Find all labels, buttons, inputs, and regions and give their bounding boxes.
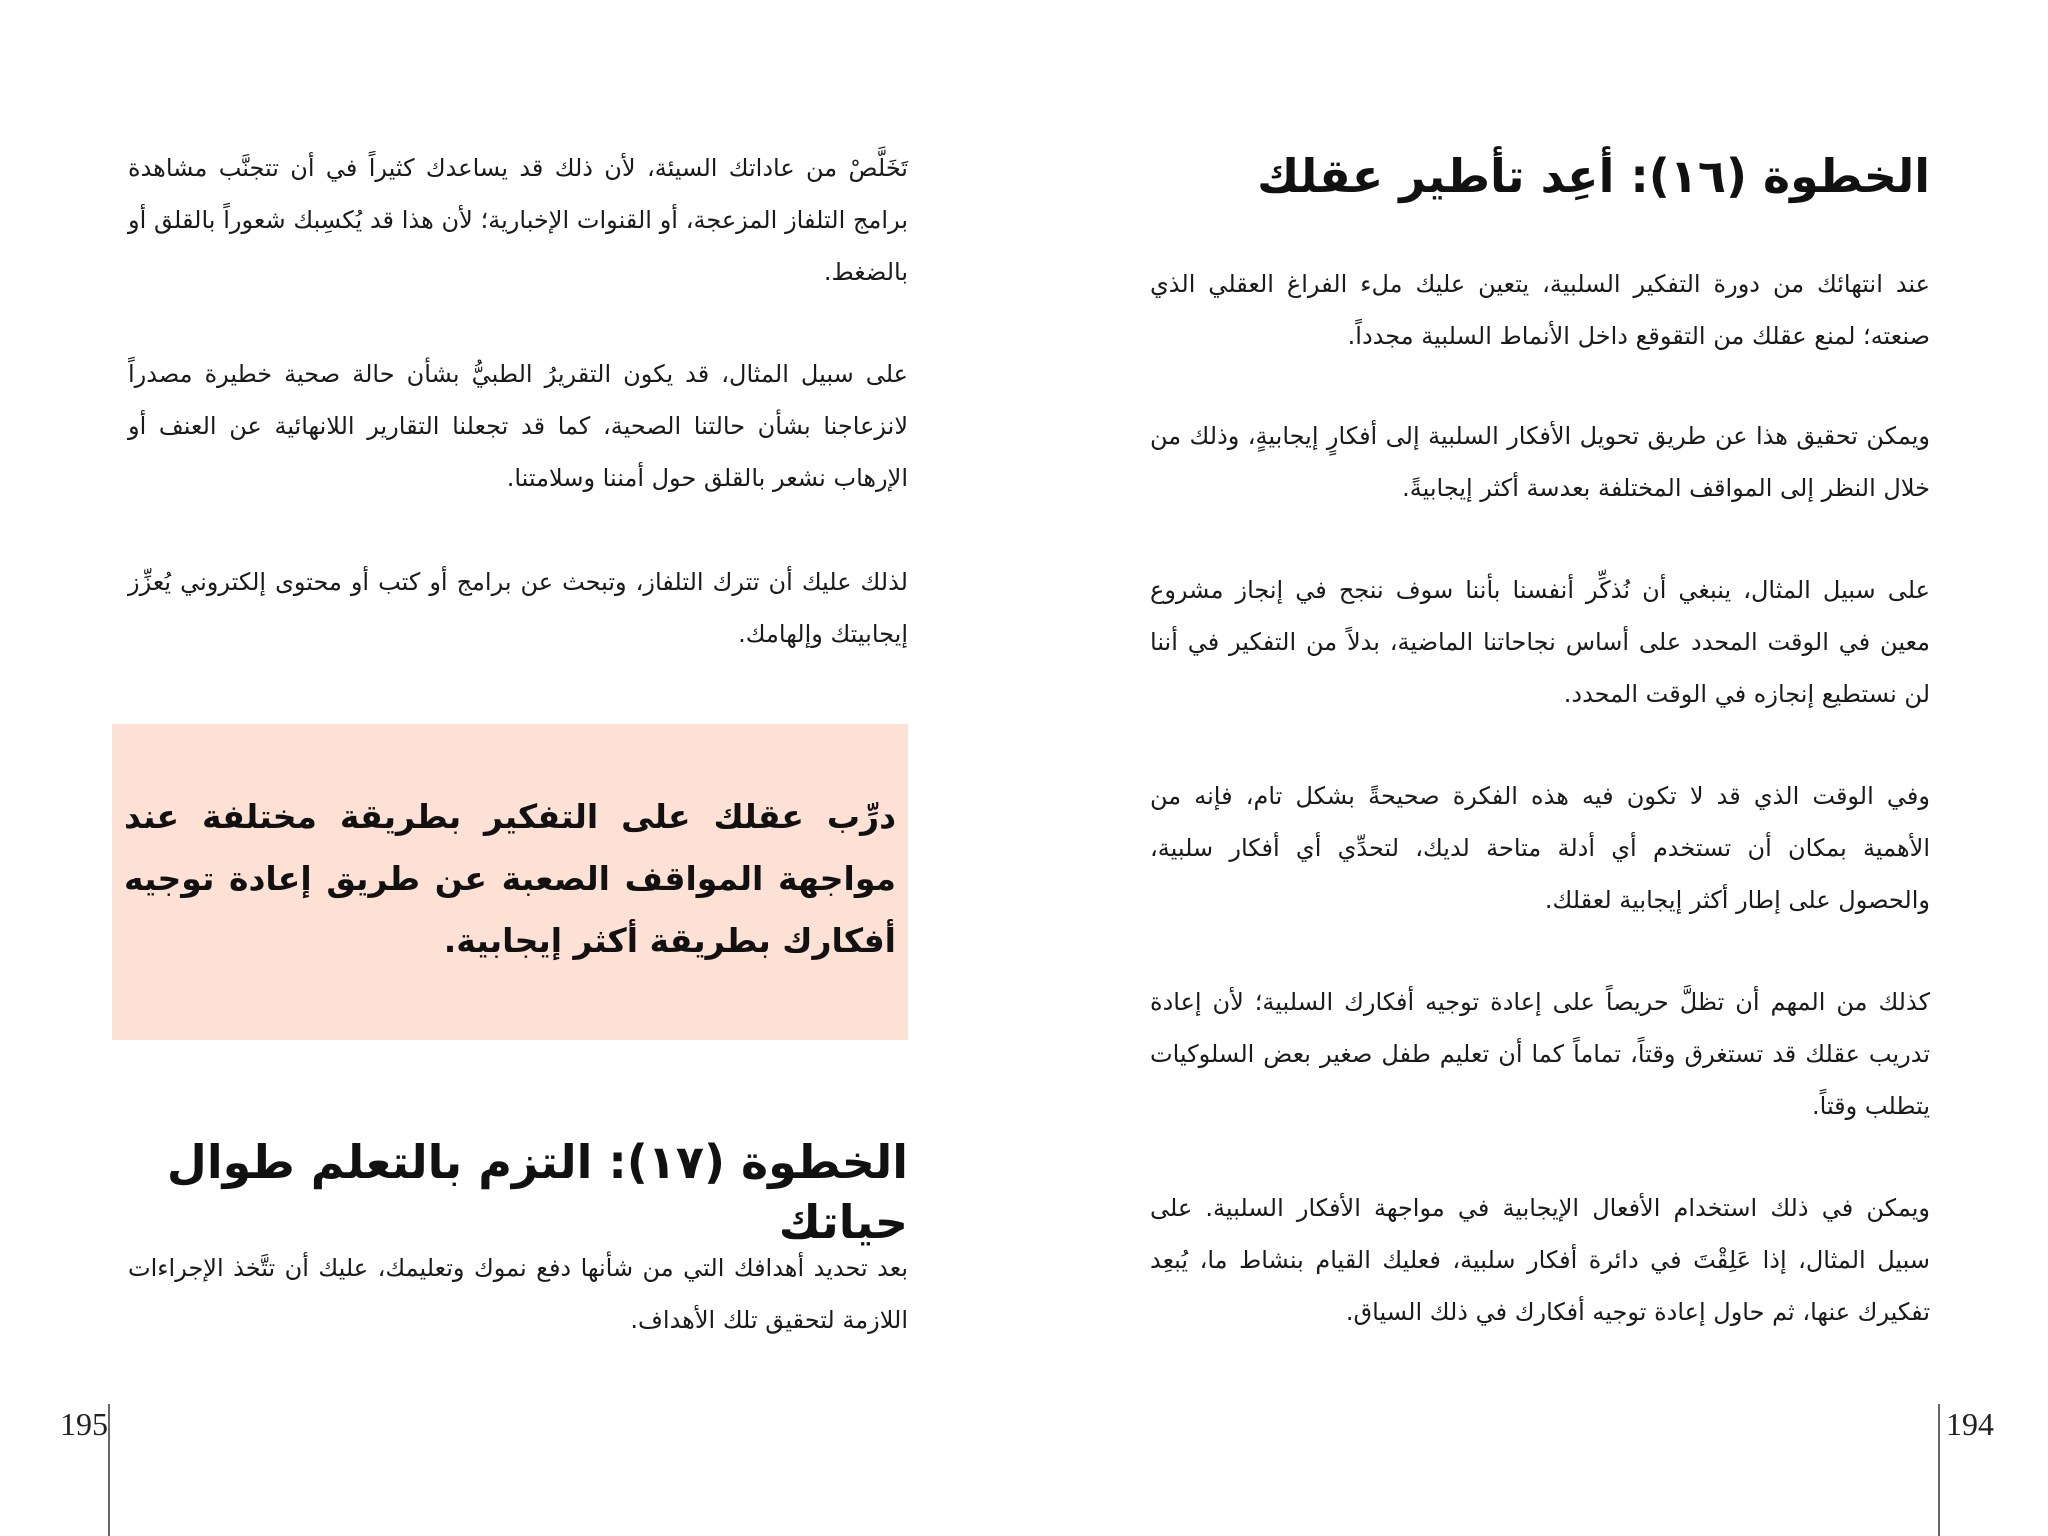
right-margin-rule [1938,1404,1940,1536]
right-paragraph-5: كذلك من المهم أن تظلَّ حريصاً على إعادة توجيه أفكارك السلبية؛ لأن إعادة تدريب عقلك قد تستغرق وقتاً، تماماً كما أن تعليم طفل صغير بعض السلوكيات يتطلب وقتاً. [1150,988,1930,1120]
left-closing-paragraph: بعد تحديد أهدافك التي من شأنها دفع نموك وتعليمك، عليك أن تتَّخذ الإجراءات اللازمة لتحقيق تلك الأهداف. [128,1254,908,1334]
left-paragraph-3: لذلك عليك أن تترك التلفاز، وتبحث عن برامج أو كتب أو محتوى إلكتروني يُعزِّز إيجابيتك وإلهامك. [128,568,908,648]
right-paragraph-6: ويمكن في ذلك استخدام الأفعال الإيجابية في مواجهة الأفكار السلبية. على سبيل المثال، إذا عَلِقْتَ في دائرة أفكار سلبية، فعليك القيام بنشاط ما، يُبعِد تفكيرك عنها، ثم حاول إعادة توجيه أفكارك في ذلك السياق. [1150,1194,1930,1326]
right-page [1150,0,1930,1536]
right-paragraph-2: ويمكن تحقيق هذا عن طريق تحويل الأفكار السلبية إلى أفكارٍ إيجابيةٍ، وذلك من خلال النظر إلى المواقف المختلفة بعدسة أكثر إيجابيةً. [1150,422,1930,502]
left-paragraph-2: على سبيل المثال، قد يكون التقريرُ الطبيُّ بشأن حالة صحية خطيرة مصدراً لانزعاجنا بشأن حالتنا الصحية، كما قد تجعلنا التقارير اللانهائية عن العنف أو الإرهاب نشعر بالقلق حول أمننا وسلامتنا. [128,360,908,492]
right-paragraph-4: وفي الوقت الذي قد لا تكون فيه هذه الفكرة صحيحةً بشكل تام، فإنه من الأهمية بمكان أن تستخدم أي أدلة متاحة لديك، لتحدِّي أي أفكار سلبية، والحصول على إطار أكثر إيجابية لعقلك. [1150,782,1930,914]
right-paragraph-1: عند انتهائك من دورة التفكير السلبية، يتعين عليك ملء الفراغ العقلي الذي صنعته؛ لمنع عقلك من التقوقع داخل الأنماط السلبية مجدداً. [1150,270,1930,350]
left-margin-rule [108,1404,110,1536]
right-paragraph-3: على سبيل المثال، ينبغي أن نُذكِّر أنفسنا بأننا سوف ننجح في إنجاز مشروع معين في الوقت المحدد على أساس نجاحاتنا الماضية، بدلاً من التفكير في أننا لن نستطيع إنجازه في الوقت المحدد. [1150,576,1930,708]
step-16-heading: الخطوة (١٦): أعِد تأطير عقلك [1257,149,1930,203]
callout-text: درِّب عقلك على التفكير بطريقة مختلفة عند مواجهة المواقف الصعبة عن طريق إعادة توجيه أفكارك بطريقة أكثر إيجابية. [124,797,896,960]
highlight-callout-box [112,724,908,1040]
step-17-heading: الخطوة (١٧): التزم بالتعلم طوال حياتك [166,1135,908,1249]
page-number-194: 194 [1946,1406,1994,1442]
page-number-195: 195 [60,1406,108,1442]
left-page [124,0,908,1536]
left-paragraph-1: تَخَلَّصْ من عاداتك السيئة، لأن ذلك قد يساعدك كثيراً في أن تتجنَّب مشاهدة برامج التلفاز المزعجة، أو القنوات الإخبارية؛ لأن هذا قد يُكسِبك شعوراً بالقلق أو بالضغط. [128,154,908,286]
